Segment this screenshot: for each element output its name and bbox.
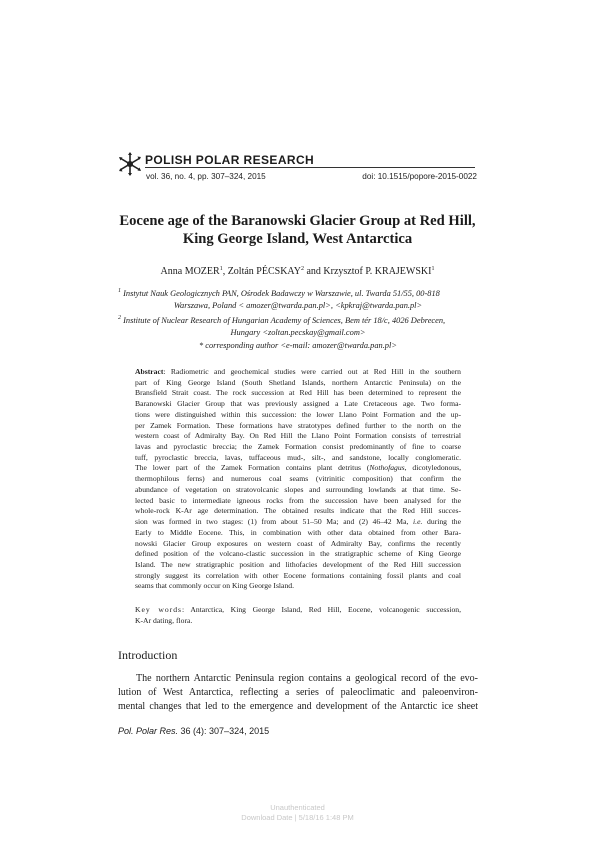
footer-citation <box>118 726 269 736</box>
author-name: Zoltán PÉCSKAY <box>227 266 301 277</box>
abstract-line <box>135 367 461 378</box>
affiliation-mark: 1 <box>118 288 121 294</box>
affiliation-line <box>118 313 478 327</box>
keywords-line <box>135 605 461 616</box>
keywords-text: : Antarctica, King George Island, Red Hill, Eocene, volcanogenic succession, <box>182 605 461 614</box>
watermark-line: Unauthenticated <box>270 803 325 812</box>
abstract-line: tions were distinguished within this succession: the lower Llano Point Formation and the up- <box>135 409 461 419</box>
affiliation-1 <box>118 286 478 311</box>
journal-logo-icon <box>117 151 143 177</box>
corresponding-author-text: * corresponding author <e-mail: amozer@twarda.pan.pl> <box>199 341 397 350</box>
download-watermark <box>0 803 595 823</box>
abstract-line: lavas and pyroclastic breccia; the Zamek Formation consist predominantly of fine to coarse <box>135 442 461 452</box>
author-affiliation-mark: 2 <box>300 266 304 272</box>
section-heading-introduction: Introduction <box>118 648 178 662</box>
title-line: King George Island, West Antarctica <box>182 231 413 247</box>
abstract-line: Bransfield Strait coast. The rock succession at Red Hill has been determined to represent the <box>135 388 461 398</box>
author-name: Anna MOZER <box>160 266 220 277</box>
title-line: Eocene age of the Baranowski Glacier Group at Red Hill, <box>119 213 476 229</box>
author-separator: , <box>222 266 228 277</box>
abstract-line: defined position of the volcano-clastic succession in the stratigraphic scheme of King George <box>135 549 461 559</box>
abstract-line: Baranowski Glacier Group that was previously assigned a Late Cretaceous age. Two forma- <box>135 399 461 409</box>
footer-journal-abbrev: Pol. Polar Res. <box>118 726 179 736</box>
abstract-text: : Radiometric and geochemical studies were carried out at Red Hill in the southern <box>163 367 461 376</box>
abstract-line: Early to Middle Eocene. This, in combination with other data obtained from other Bara- <box>135 527 461 537</box>
footer-citation-text: 36 (4): 307–324, 2015 <box>178 726 270 736</box>
header-rule <box>145 167 475 168</box>
affiliation-line: Hungary <zoltan.pecskay@gmail.com> <box>230 327 366 337</box>
affiliation-text: Institute of Nuclear Research of Hungarian Academy of Sciences, Bem tér 18/c, 4026 Debrecen, <box>123 316 446 325</box>
affiliation-2 <box>118 313 478 338</box>
affiliation-line <box>118 286 478 300</box>
doi-link[interactable]: doi: 10.1515/popore-2015-0022 <box>362 172 477 181</box>
abstract <box>135 367 461 592</box>
keywords-label: Key words <box>135 605 183 614</box>
keywords-line: K-Ar dating, flora. <box>135 615 193 625</box>
affiliation-text: Instytut Nauk Geologicznych PAN, Ośrodek Badawczy w Warszawie, ul. Twarda 51/55, 00-818 <box>123 289 440 298</box>
body-line: mental changes that led to the emergence and development of the Antarctic ice sheet <box>118 701 478 713</box>
introduction-body <box>118 672 478 715</box>
corresponding-author <box>118 340 478 352</box>
watermark-line: Download Date | 5/18/16 1:48 PM <box>241 813 354 822</box>
keywords <box>135 605 461 626</box>
abstract-line: abundance of vegetation on stratovolcanic slopes and surrounding lowlands at that time. Se- <box>135 484 461 494</box>
author-affiliation-mark: 1 <box>219 266 223 272</box>
article-title <box>100 212 495 248</box>
author-separator: and <box>303 266 324 277</box>
abstract-line: sion was formed in two stages: (1) from about 51–50 Ma; and (2) 46–42 Ma, i.e. during the <box>135 517 461 527</box>
abstract-line: lected basic to intermediate igneous rocks from the succession have been analysed for the <box>135 495 461 505</box>
abstract-line: whole-rock K-Ar age determination. The obtained results indicate that the Red Hill succes- <box>135 506 461 516</box>
abstract-line: nowski Glacier Group exposures on western coast of Admiralty Bay, confirms the recently <box>135 538 461 548</box>
abstract-line: part of King George Island (South Shetland Islands, northern Antarctic Peninsula) on the <box>135 377 461 387</box>
journal-name: POLISH POLAR RESEARCH <box>145 153 315 167</box>
abstract-line: strongly suggest its correlation with other Eocene formations containing fossil plants and coal <box>135 570 461 580</box>
abstract-line: seams that commonly occur on King George Island. <box>135 581 295 591</box>
author-list <box>100 266 495 277</box>
abstract-line: The lower part of the Zamek Formation contains plant detritus (Nothofagus, dicotyledonous, <box>135 463 461 473</box>
author-name: Krzysztof P. KRAJEWSKI <box>323 266 432 277</box>
affiliation-mark: 2 <box>118 315 121 321</box>
volume-info: vol. 36, no. 4, pp. 307–324, 2015 <box>146 172 266 181</box>
author-affiliation-mark: 1 <box>431 266 435 272</box>
abstract-label: Abstract <box>135 367 164 376</box>
affiliation-line: Warszawa, Poland < amozer@twarda.pan.pl>, <kpkraj@twarda.pan.pl> <box>173 300 423 310</box>
abstract-line: thermophilous ferns) and numerous coal seams (vitrinitic composition) that confirm the <box>135 474 461 484</box>
abstract-line: Island. The new stratigraphic position and lithofacies development of the Red Hill succession <box>135 559 461 569</box>
body-line: The northern Antarctic Peninsula region contains a geological record of the evo- <box>136 673 478 684</box>
abstract-line: tuff, pyroclastic breccia, lavas, tuffaceous mud-, silt-, and sandstone, locally conglomeratic. <box>135 452 461 462</box>
abstract-line: western coast of Admiralty Bay. On Red Hill the Llano Point Formation consists of terrestrial <box>135 431 461 441</box>
body-line: lution of West Antarctica, reflecting a series of paleoclimatic and paleoenviron- <box>118 687 478 699</box>
abstract-line: per Zamek Formation. These formations have stratotypes defined further to the north on the <box>135 420 461 430</box>
